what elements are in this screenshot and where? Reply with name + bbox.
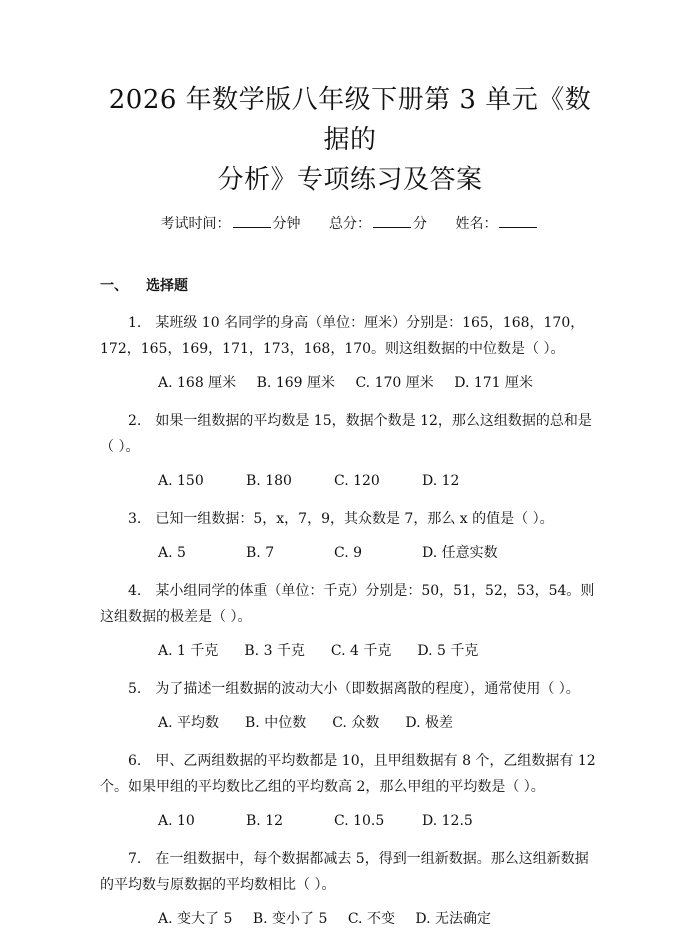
- option-b: B. 169 厘米: [256, 375, 336, 391]
- question-body: 在一组数据中，每个数据都减去 5，得到一组新数据。那么这组新数据的平均数与原数据的平均数相比（ ）。: [100, 851, 589, 893]
- answer-options: [100, 470, 600, 492]
- option-d: D. 171 厘米: [454, 375, 534, 391]
- title-line-2: 分析》专项练习及答案: [217, 165, 483, 195]
- document-title: [100, 0, 600, 200]
- question-4: [100, 578, 600, 662]
- option-b: B. 变小了 5: [252, 911, 328, 927]
- question-body: 某小组同学的体重（单位：千克）分别是：50，51，52，53，54。则这组数据的极差是（ ）。: [100, 583, 595, 625]
- answer-options: [100, 640, 600, 662]
- option-c: C. 120: [334, 473, 380, 489]
- option-b: B. 180: [246, 473, 292, 489]
- option-a: A. 10: [158, 813, 195, 829]
- option-d: D. 12.5: [422, 813, 473, 829]
- option-a: A. 平均数: [158, 715, 220, 731]
- question-text: [100, 310, 600, 362]
- option-c: C. 众数: [332, 715, 380, 731]
- total-score-label: 总分：: [329, 216, 371, 232]
- option-d: D. 任意实数: [422, 545, 498, 561]
- answer-options: [100, 810, 600, 832]
- total-score-unit: 分: [413, 216, 427, 232]
- question-number: 5.: [128, 681, 142, 697]
- option-d: D. 极差: [405, 715, 453, 731]
- question-3: [100, 506, 600, 564]
- question-body: 如果一组数据的平均数是 15，数据个数是 12，那么这组数据的总和是（ ）。: [100, 413, 592, 455]
- option-d: D. 12: [422, 473, 460, 489]
- question-number: 7.: [128, 851, 142, 867]
- answer-options: [100, 712, 600, 734]
- student-name-blank: [499, 215, 537, 228]
- title-line-1: 2026 年数学版八年级下册第 3 单元《数据的: [108, 85, 592, 155]
- question-number: 4.: [128, 583, 142, 599]
- option-b: B. 7: [246, 545, 275, 561]
- option-c: C. 9: [334, 545, 363, 561]
- student-name-field: [455, 214, 539, 234]
- question-body: 为了描述一组数据的波动大小（即数据离散的程度），通常使用（ ）。: [155, 681, 580, 697]
- option-b: B. 3 千克: [244, 643, 305, 659]
- answer-options: [100, 542, 600, 564]
- question-1: [100, 310, 600, 394]
- question-number: 3.: [128, 511, 142, 527]
- answer-options: [100, 908, 600, 930]
- total-score-blank: [373, 215, 411, 228]
- section-heading: [100, 276, 600, 296]
- question-text: [100, 408, 600, 460]
- answer-options: [100, 372, 600, 394]
- student-name-label: 姓名：: [455, 216, 498, 232]
- option-b: B. 中位数: [245, 715, 307, 731]
- question-text: [100, 748, 600, 800]
- option-d: D. 5 千克: [417, 643, 479, 659]
- section-number: 一、: [100, 278, 128, 294]
- option-c: C. 170 厘米: [355, 375, 434, 391]
- option-a: A. 150: [158, 473, 204, 489]
- question-text: [100, 506, 600, 532]
- exam-time-label: 考试时间：: [160, 216, 231, 232]
- question-body: 已知一组数据：5，x，7，9，其众数是 7，那么 x 的值是（ ）。: [155, 511, 554, 527]
- exam-info-row: [100, 214, 600, 234]
- option-c: C. 10.5: [334, 813, 385, 829]
- question-6: [100, 748, 600, 832]
- question-number: 6.: [128, 753, 142, 769]
- question-5: [100, 676, 600, 734]
- total-score-field: [329, 214, 427, 234]
- option-a: A. 变大了 5: [158, 911, 233, 927]
- question-body: 某班级 10 名同学的身高（单位：厘米）分别是：165，168，170，172，165，169，171，173，168，170。则这组数据的中位数是（ ）。: [100, 315, 585, 357]
- option-d: D. 无法确定: [415, 911, 492, 927]
- question-body: 甲、乙两组数据的平均数都是 10，且甲组数据有 8 个，乙组数据有 12 个。如果甲组的平均数比乙组的平均数高 2，那么甲组的平均数是（ ）。: [100, 753, 596, 795]
- exam-time-unit: 分钟: [272, 216, 301, 232]
- question-text: [100, 846, 600, 898]
- option-a: A. 5: [158, 545, 186, 561]
- option-c: C. 不变: [347, 911, 395, 927]
- question-text: [100, 676, 600, 702]
- option-a: A. 168 厘米: [158, 375, 237, 391]
- option-b: B. 12: [246, 813, 284, 829]
- option-c: C. 4 千克: [330, 643, 392, 659]
- question-text: [100, 578, 600, 630]
- section-title: 选择题: [146, 278, 188, 294]
- option-a: A. 1 千克: [158, 643, 219, 659]
- question-number: 2.: [128, 413, 142, 429]
- question-2: [100, 408, 600, 492]
- exam-time-blank: [233, 215, 271, 228]
- question-7: [100, 846, 600, 930]
- question-number: 1.: [128, 315, 142, 331]
- exam-time-field: [161, 214, 301, 234]
